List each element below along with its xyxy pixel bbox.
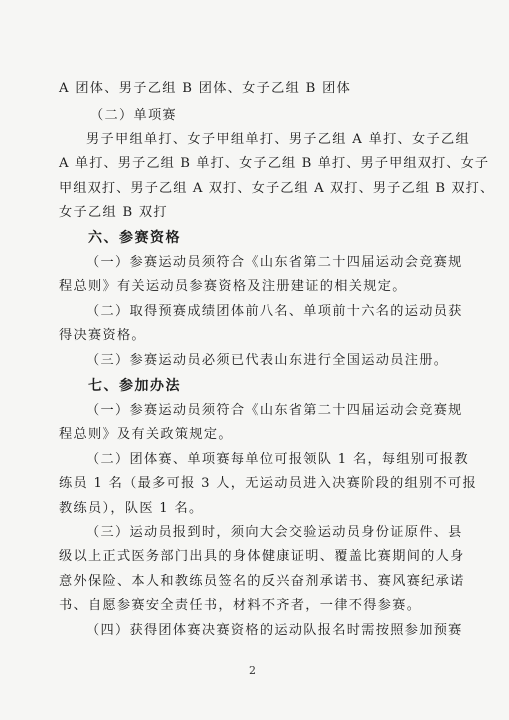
text-line: 教练员），队医 1 名。 [59, 501, 204, 516]
section-heading: 七、参加办法 [88, 378, 181, 394]
text-line: 意外保险、本人和教练员签名的反兴奋剂承诺书、赛风赛纪承诺 [59, 574, 465, 589]
text-line: （三）运动员报到时，须向大会交验运动员身份证原件、县 [86, 525, 463, 540]
text-line: 级以上正式医务部门出具的身体健康证明、覆盖比赛期间的人身 [59, 549, 465, 564]
text-line: （二）取得预赛成绩团体前八名、单项前十六名的运动员获 [86, 304, 463, 319]
text-line: （四）获得团体赛决赛资格的运动队报名时需按照参加预赛 [86, 623, 463, 638]
text-line: 书、自愿参赛安全责任书，材料不齐者，一律不得参赛。 [59, 598, 422, 613]
text-line: 得决赛资格。 [59, 328, 146, 343]
section-heading: 六、参赛资格 [88, 230, 181, 246]
text-line: （一）参赛运动员须符合《山东省第二十四届运动会竞赛规 [86, 255, 463, 270]
text-line: 练员 1 名（最多可报 3 人，无运动员进入决赛阶段的组别不可报 [59, 476, 478, 491]
text-line: （一）参赛运动员须符合《山东省第二十四届运动会竞赛规 [86, 403, 463, 418]
text-line: 程总则》及有关政策规定。 [59, 427, 233, 442]
page-number: 2 [249, 664, 256, 677]
text-line: 女子乙组 B 双打 [59, 205, 168, 220]
text-line: 甲组双打、男子乙组 A 双打、女子乙组 A 双打、男子乙组 B 双打、 [59, 181, 495, 196]
text-line: A 单打、男子乙组 B 单打、女子乙组 B 单打、男子甲组双打、女子 [59, 156, 490, 171]
text-line: （三）参赛运动员必须已代表山东进行全国运动员注册。 [86, 353, 449, 368]
text-line: A 团体、男子乙组 B 团体、女子乙组 B 团体 [59, 81, 352, 96]
text-line: 男子甲组单打、女子甲组单打、男子乙组 A 单打、女子乙组 [86, 132, 470, 147]
text-line: 程总则》有关运动员参赛资格及注册建证的相关规定。 [59, 279, 407, 294]
text-line: （二）团体赛、单项赛每单位可报领队 1 名，每组别可报教 [86, 452, 469, 467]
subheading-line: （二）单项赛 [90, 108, 177, 123]
